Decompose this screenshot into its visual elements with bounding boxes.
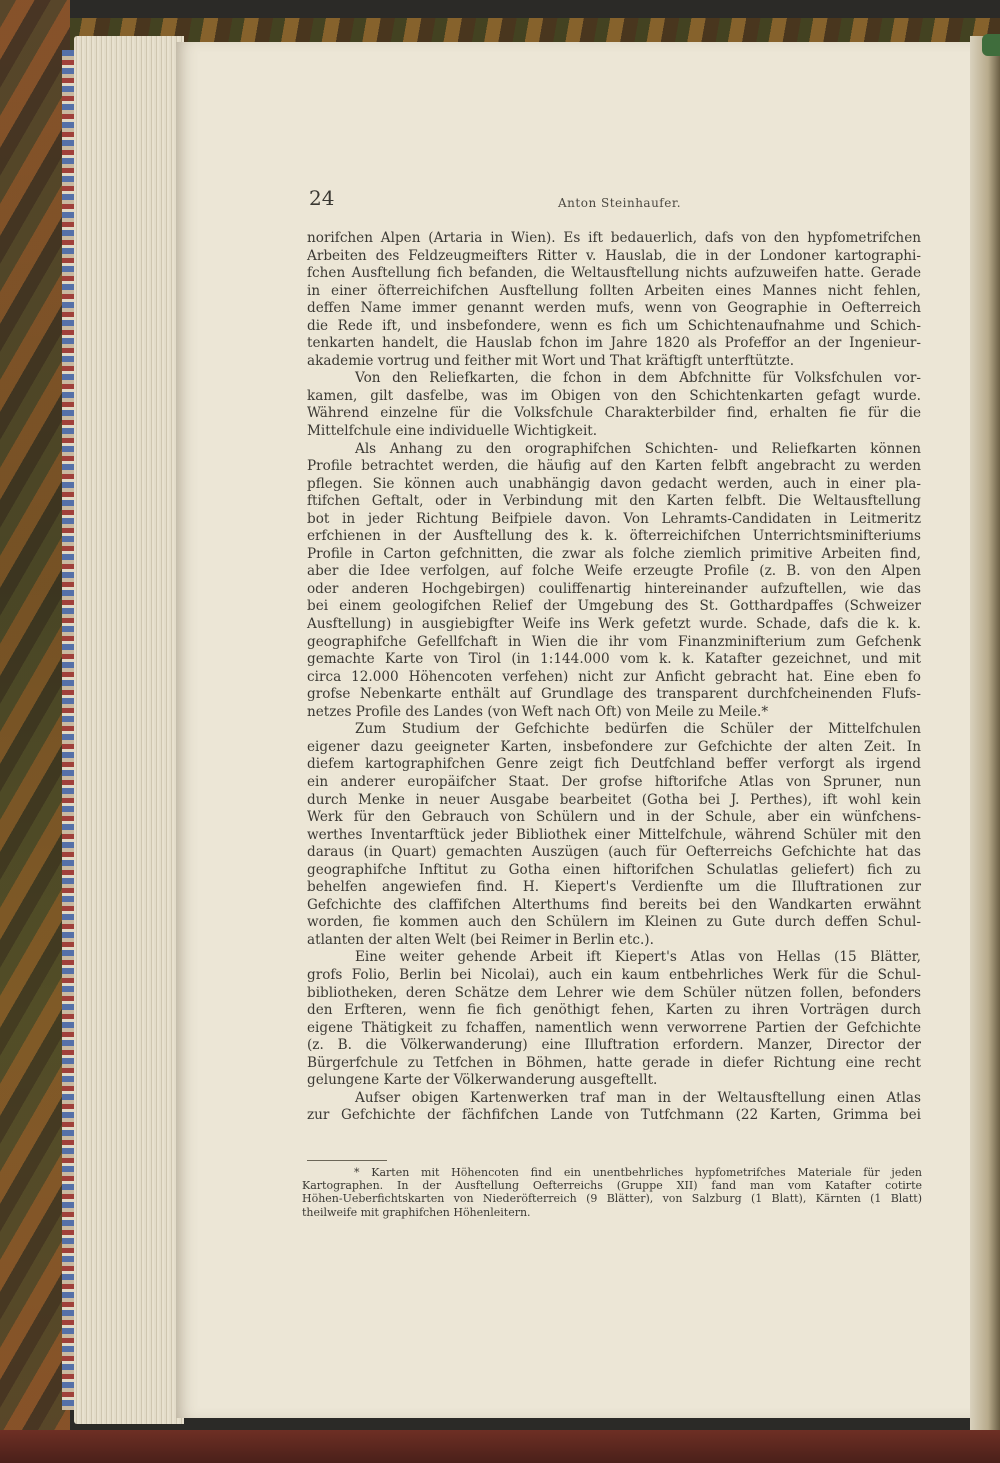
text-line: diefem kartographifchen Genre zeigt fich Deutfchland beffer verforgt als irgend bbox=[307, 756, 921, 773]
text-line: geographifche Gefellfchaft in Wien die ihr vom Finanzminifterium zum Gefchenk bbox=[307, 633, 921, 650]
text-line: gemachte Karte von Tirol (in 1:144.000 vom k. k. Katafter gezeichnet, und mit bbox=[307, 651, 921, 668]
footnote-line: theilweife mit graphifchen Höhenleitern. bbox=[302, 1205, 531, 1219]
running-title: Anton Steinhaufer. bbox=[558, 196, 682, 210]
text-line: erfchienen in der Ausftellung des k. k. öfterreichifchen Unterrichtsminifteriums bbox=[307, 528, 921, 545]
text-line: bei einem geologifchen Relief der Umgebung des St. Gotthardpaffes (Schweizer bbox=[307, 598, 921, 615]
text-line: zur Gefchichte der fächfifchen Lande von Tutfchmann (22 Karten, Grimma bei bbox=[307, 1107, 921, 1124]
page-edges bbox=[74, 36, 184, 1424]
text-line: ftifchen Geftalt, oder in Verbindung mit den Karten felbft. Die Weltausftellung bbox=[307, 493, 921, 510]
text-line: Profile betrachtet werden, die häufig auf den Karten felbft angebracht zu werden bbox=[307, 458, 921, 475]
text-line: atlanten der alten Welt (bei Reimer in Berlin etc.). bbox=[307, 931, 654, 948]
text-line: Von den Reliefkarten, die fchon in dem Abfchnitte für Volksfchulen vor- bbox=[355, 370, 921, 387]
text-line: den Erfteren, wenn fie fich genöthigt fehen, Karten zu ihren Vorträgen durch bbox=[307, 1002, 921, 1019]
text-line: daraus (in Quart) gemachten Auszügen (auch für Oefterreichs Gefchichte hat das bbox=[307, 844, 921, 861]
text-line: Als Anhang zu den orographifchen Schichten- und Reliefkarten können bbox=[355, 440, 921, 457]
marbled-edge bbox=[62, 50, 74, 1410]
text-line: werthes Inventarftück jeder Bibliothek einer Mittelfchule, während Schüler mit den bbox=[307, 826, 921, 843]
text-line: grofs Folio, Berlin bei Nicolai), auch ein kaum entbehrliches Werk für die Schul- bbox=[307, 966, 921, 983]
text-line: eigener dazu geeigneter Karten, insbefondere zur Gefchichte der alten Zeit. In bbox=[307, 738, 921, 755]
text-line: akademie vortrug und feither mit Wort und That kräftigft unterftützte. bbox=[307, 352, 795, 369]
text-line: fchen Ausftellung fich befanden, die Weltausftellung nichts aufzuweifen hatte. Gerade bbox=[307, 265, 921, 282]
text-line: netzes Profile des Landes (von Weft nach Oft) von Meile zu Meile.* bbox=[307, 703, 769, 720]
text-line: gelungene Karte der Völkerwanderung ausgeftellt. bbox=[307, 1072, 658, 1089]
text-line: Bürgerfchule zu Tetfchen in Böhmen, hatte gerade in diefer Richtung eine recht bbox=[307, 1054, 921, 1071]
page-number: 24 bbox=[309, 186, 335, 210]
text-line: durch Menke in neuer Ausgabe bearbeitet (Gotha bei J. Perthes), ift wohl kein bbox=[307, 791, 921, 808]
text-line: Ausftellung) in ausgiebigfter Weife ins Werk gefetzt wurde. Schade, dafs die k. k. bbox=[307, 616, 921, 633]
footnote-line: Höhen-Ueberfichtskarten von Niederöfterreich (9 Blätter), von Salzburg (1 Blatt), Kärnten (1 Blatt) bbox=[302, 1192, 922, 1206]
text-line: worden, fie kommen auch den Schülern im Kleinen zu Gute durch deffen Schul- bbox=[307, 914, 921, 931]
text-line: Profile in Carton gefchnitten, die zwar als folche ziemlich primitive Arbeiten find, bbox=[307, 545, 921, 562]
text-line: circa 12.000 Höhencoten verfehen) nicht zur Anficht gebracht hat. Eine eben fo bbox=[307, 668, 921, 685]
text-line: Mittelfchule eine individuelle Wichtigkeit. bbox=[307, 423, 598, 440]
footnote-rule bbox=[307, 1160, 387, 1161]
text-line: Werk für den Gebrauch von Schülern und in der Schule, aber ein wünfchens- bbox=[307, 809, 921, 826]
footnote bbox=[302, 1166, 922, 1219]
text-line: grofse Nebenkarte enthält auf Grundlage des transparent durchfcheinenden Flufs- bbox=[307, 686, 921, 703]
text-line: Arbeiten des Feldzeugmeifters Ritter v. Hauslab, die in der Londoner kartographi- bbox=[307, 247, 921, 264]
text-line: aber die Idee verfolgen, auf folche Weife erzeugte Profile (z. B. von den Alpen bbox=[307, 563, 921, 580]
text-line: geographifche Inftitut zu Gotha einen hiftorifchen Schulatlas geliefert) fich zu bbox=[307, 861, 921, 878]
text-line: (z. B. die Völkerwanderung) eine Illuftration erfordern. Manzer, Director der bbox=[307, 1037, 921, 1054]
text-line: tenkarten handelt, die Hauslab fchon im Jahre 1820 als Profeffor an der Ingenieur- bbox=[307, 335, 921, 352]
text-line: bibliotheken, deren Schätze dem Lehrer wie dem Schüler nützen follen, befonders bbox=[307, 984, 921, 1001]
text-line: die Rede ift, und insbefondere, wenn es fich um Schichtenaufnahme und Schich- bbox=[307, 317, 921, 334]
page-right-edge bbox=[970, 36, 1000, 1430]
text-line: ein anderer europäifcher Staat. Der grofse hiftorifche Atlas von Spruner, nun bbox=[307, 773, 921, 790]
corner-tab bbox=[982, 34, 1000, 56]
text-line: Während einzelne für die Volksfchule Charakterbilder find, erhalten fie für die bbox=[307, 405, 921, 422]
text-line: deffen Name immer genannt werden mufs, wenn von Geographie in Oefterreich bbox=[307, 300, 921, 317]
text-line: bot in jeder Richtung Beifpiele davon. Von Lehramts-Candidaten in Leitmeritz bbox=[307, 510, 921, 527]
footnote-line: * Karten mit Höhencoten find ein unentbehrliches hypfometrifches Materiale für jeden bbox=[354, 1166, 922, 1179]
text-line: kamen, gilt dasfelbe, was im Obigen von den Schichtenkarten gefagt wurde. bbox=[307, 387, 921, 404]
text-line: Gefchichte des claffifchen Alterthums find bereits bei den Wandkarten erwähnt bbox=[307, 896, 921, 913]
text-line: pflegen. Sie können auch unabhängig davon gedacht werden, auch in einer pla- bbox=[307, 475, 921, 492]
text-line: Eine weiter gehende Arbeit ift Kiepert's Atlas von Hellas (15 Blätter, bbox=[355, 949, 921, 966]
text-line: Zum Studium der Gefchichte bedürfen die Schüler der Mittelfchulen bbox=[355, 721, 921, 738]
book-cover-bottom bbox=[0, 1430, 1000, 1463]
text-line: norifchen Alpen (Artaria in Wien). Es ift bedauerlich, dafs von den hypfometrifchen bbox=[307, 230, 921, 246]
book-cover-left bbox=[0, 0, 70, 1463]
footnote-line: Kartographen. In der Ausftellung Oefterreichs (Gruppe XII) fand man vom Katafter cotirte bbox=[302, 1179, 922, 1193]
text-line: oder anderen Hochgebirgen) couliffenartig hintereinander aufzuftellen, wie das bbox=[307, 580, 921, 597]
text-line: behelfen angewiefen find. H. Kiepert's Verdienfte um die Illuftrationen zur bbox=[307, 879, 921, 896]
text-line: Aufser obigen Kartenwerken traf man in der Weltausftellung einen Atlas bbox=[355, 1089, 921, 1106]
body-text bbox=[307, 230, 921, 1125]
text-line: eigene Thätigkeit zu fchaffen, namentlich wenn verworrene Partien der Gefchichte bbox=[307, 1019, 921, 1036]
text-line: in einer öfterreichifchen Ausftellung follten Arbeiten eines Mannes nicht fehlen, bbox=[307, 282, 921, 299]
